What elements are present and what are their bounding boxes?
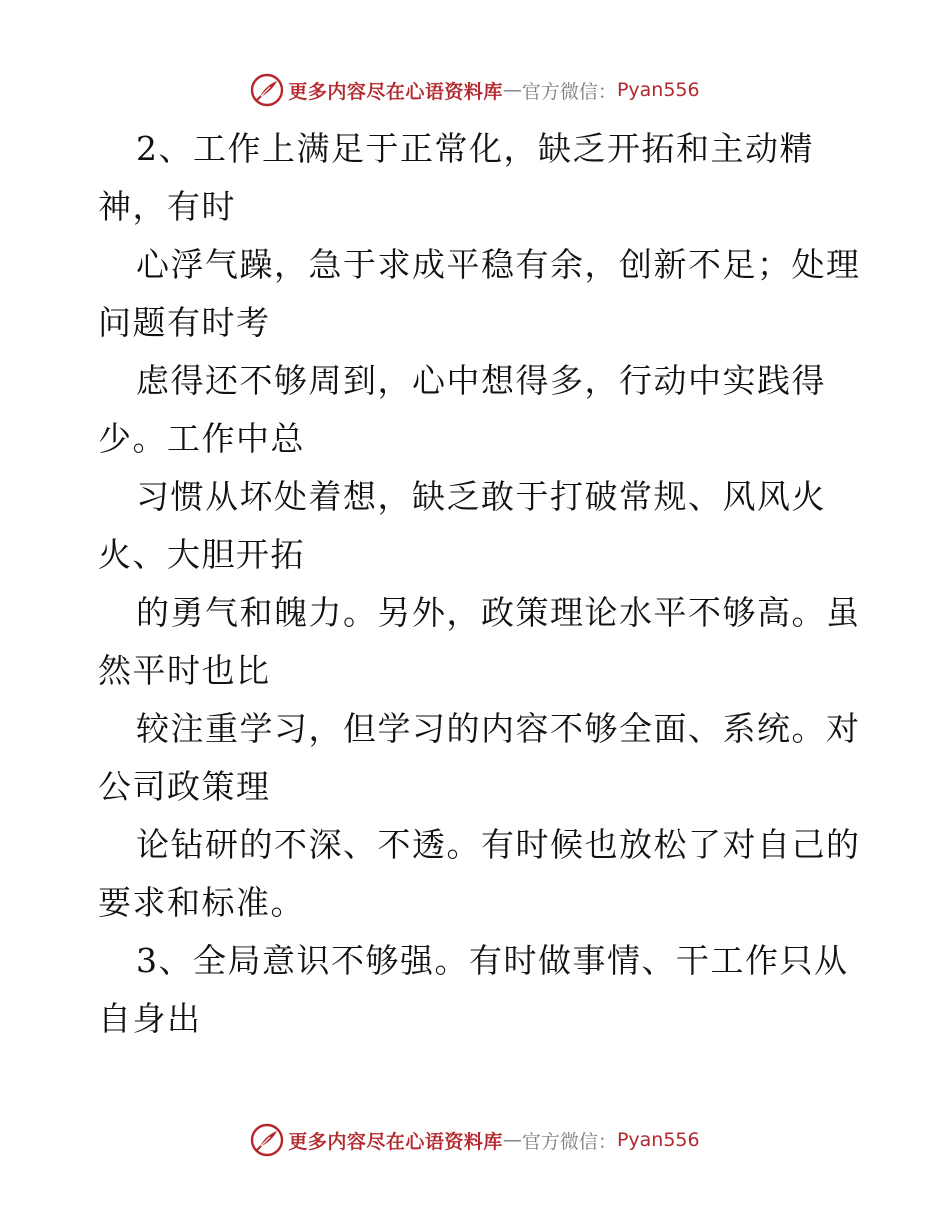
- banner-dash: —: [502, 79, 522, 101]
- body-line: 自身出: [98, 999, 202, 1038]
- feather-logo-icon: [250, 1123, 284, 1157]
- body-line: 的勇气和魄力。另外，政策理论水平不够高。虽: [136, 593, 861, 632]
- banner-brand-text: 更多内容尽在心语资料库: [288, 80, 503, 103]
- body-line: 心浮气躁，急于求成平稳有余，创新不足；处理: [136, 245, 861, 284]
- header-banner: [0, 70, 950, 110]
- banner-brand-text: 更多内容尽在心语资料库: [288, 1130, 503, 1153]
- body-line: 然平时也比: [98, 651, 271, 690]
- banner-wechat-label: 官方微信：: [521, 1130, 617, 1153]
- body-line: 3、全局意识不够强。有时做事情、干工作只从: [136, 941, 849, 980]
- feather-logo-icon: [250, 73, 284, 107]
- body-line: 2、工作上满足于正常化，缺乏开拓和主动精: [136, 129, 814, 168]
- body-line: 神，有时: [98, 187, 236, 226]
- body-line: 要求和标准。: [98, 883, 305, 922]
- body-line: 少。工作中总: [98, 419, 305, 458]
- body-line: 火、大胆开拓: [98, 535, 305, 574]
- banner-dash: —: [502, 1129, 522, 1151]
- document-body: [98, 120, 861, 1048]
- body-line: 公司政策理: [98, 767, 271, 806]
- body-line: 习惯从坏处着想，缺乏敢于打破常规、风风火: [136, 477, 826, 516]
- banner-wechat-id: Pyan556: [616, 1129, 700, 1151]
- body-line: 问题有时考: [98, 303, 271, 342]
- banner-wechat-label: 官方微信：: [521, 80, 617, 103]
- footer-banner: [0, 1120, 950, 1160]
- body-line: 论钻研的不深、不透。有时候也放松了对自己的: [136, 825, 861, 864]
- banner-wechat-id: Pyan556: [616, 79, 700, 101]
- body-line: 虑得还不够周到，心中想得多，行动中实践得: [136, 361, 826, 400]
- body-line: 较注重学习，但学习的内容不够全面、系统。对: [136, 709, 861, 748]
